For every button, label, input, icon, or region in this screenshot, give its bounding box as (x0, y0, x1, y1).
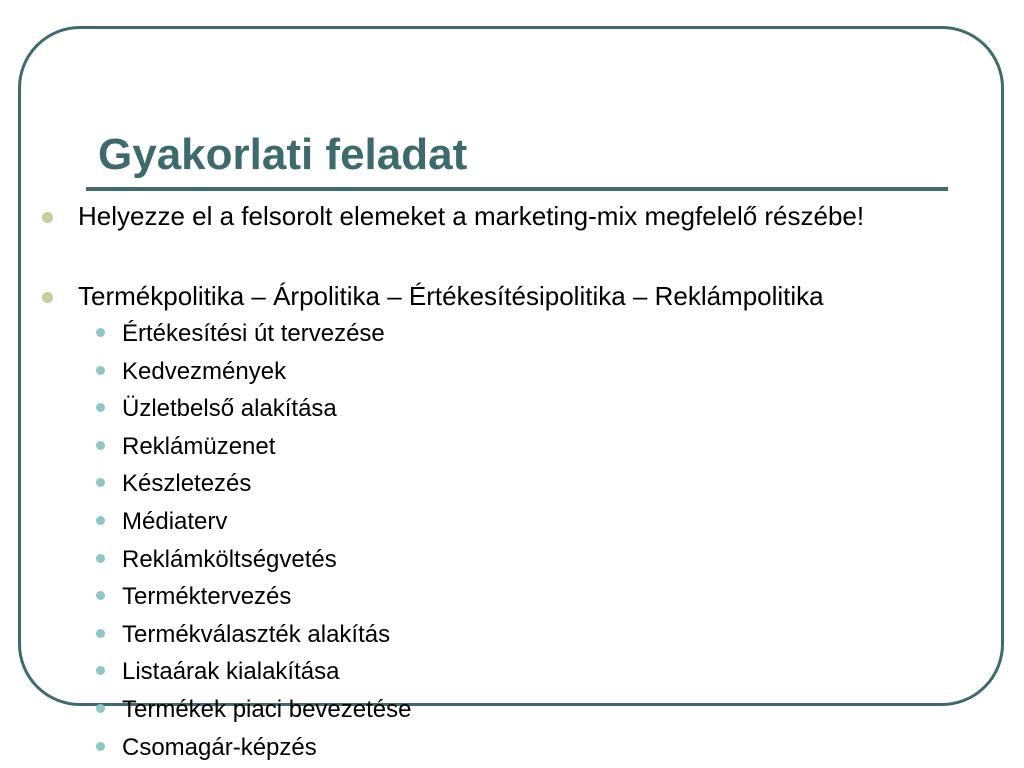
sub-list-item (122, 732, 411, 768)
sub-bullet-dot-icon (96, 742, 105, 751)
sub-item-text: Értékesítési út tervezése (122, 320, 385, 347)
sub-item-text: Kedvezmények (122, 357, 287, 385)
sub-item-text: Készletezés (122, 470, 252, 498)
sub-item-text: Listaárak kialakítása (122, 658, 340, 686)
sub-item-text: Médiaterv (122, 507, 228, 535)
bullet-dot-icon (42, 292, 53, 303)
sub-list-item (122, 619, 411, 657)
sub-bullet-dot-icon (96, 516, 105, 525)
sub-item-text: Termékválaszték alakítás (122, 620, 391, 648)
title-underline (86, 187, 948, 191)
bullet-item-instruction (78, 200, 998, 232)
sub-item-text: Reklámköltségvetés (122, 545, 337, 573)
sub-bullet-dot-icon (96, 629, 105, 638)
sub-list-item (122, 694, 411, 732)
sub-item-text: Termékek piaci bevezetése (122, 695, 412, 723)
bullet-text: Helyezze el a felsorolt elemeket a marketing-mix megfelelő részébe! (78, 201, 865, 231)
sub-list-item (122, 356, 411, 394)
sub-bullet-dot-icon (96, 328, 105, 337)
sub-bullet-dot-icon (96, 704, 105, 713)
sub-bullet-dot-icon (96, 366, 105, 375)
bullet-text: Termékpolitika – Árpolitika – Értékesítésipolitika – Reklámpolitika (78, 281, 824, 311)
sub-item-text: Csomagár-képzés (122, 733, 317, 761)
bullet-item-categories (78, 280, 998, 312)
sub-list-item (122, 656, 411, 694)
bullet-dot-icon (42, 212, 53, 223)
sub-list-item (122, 393, 411, 431)
sub-list-item (122, 468, 411, 506)
slide-title: Gyakorlati feladat (98, 130, 468, 179)
sub-list-item (122, 506, 411, 544)
sub-bullet-dot-icon (96, 441, 105, 450)
sub-bullet-list (122, 318, 411, 768)
sub-item-text: Terméktervezés (122, 583, 292, 611)
sub-list-item (122, 581, 411, 619)
sub-item-text: Reklámüzenet (122, 432, 276, 460)
sub-item-text: Üzletbelső alakítása (122, 395, 337, 423)
sub-list-item (122, 544, 411, 582)
sub-list-item (122, 318, 411, 356)
sub-bullet-dot-icon (96, 554, 105, 563)
sub-list-item (122, 431, 411, 469)
